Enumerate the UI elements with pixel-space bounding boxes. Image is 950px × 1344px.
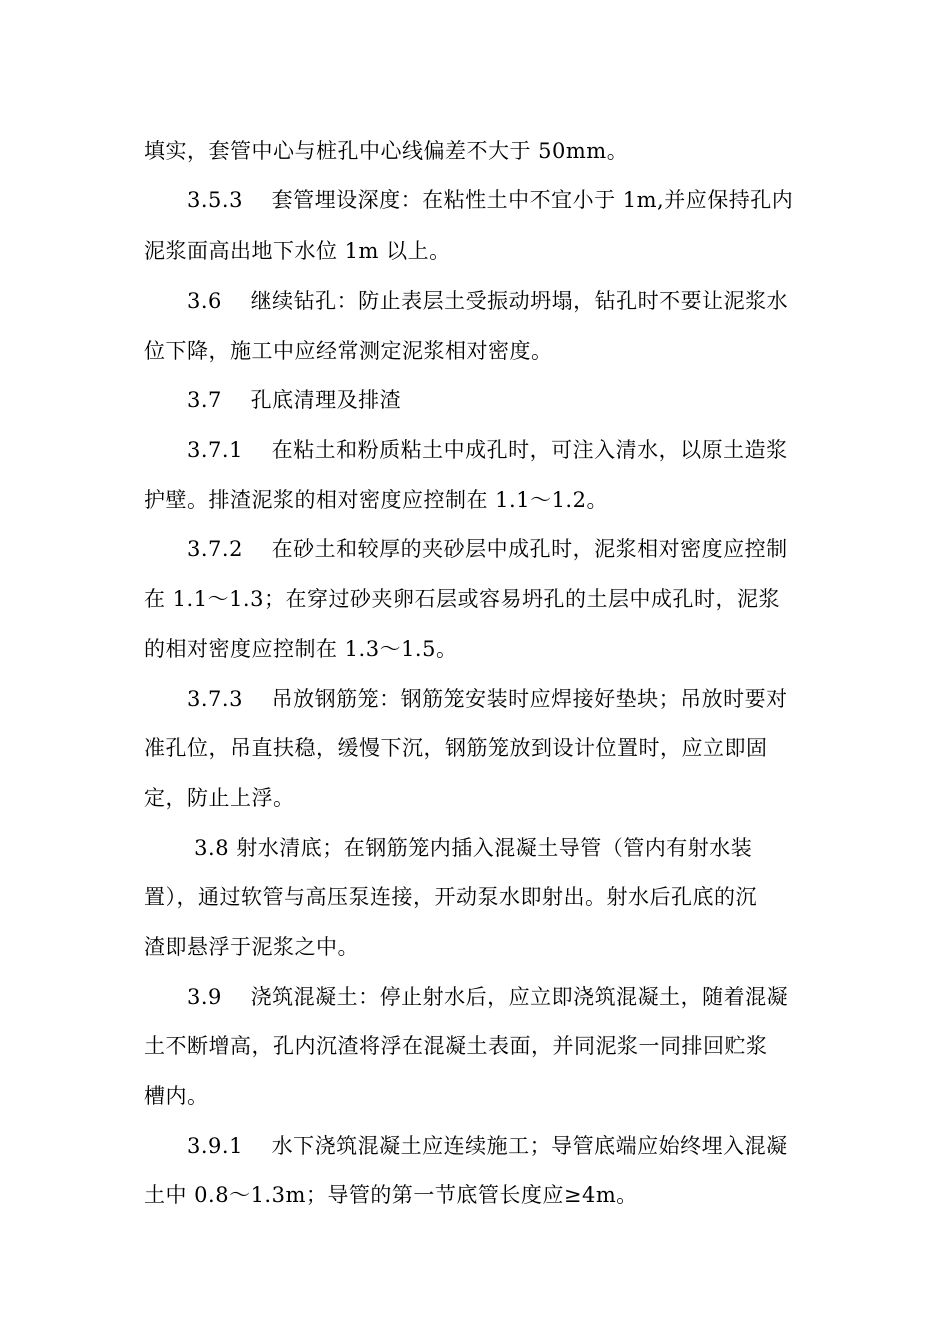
text-line: 槽内。: [144, 1084, 209, 1108]
text-line: 的相对密度应控制在 1.3～1.5。: [144, 637, 458, 661]
text-line: 3.8 射水清底；在钢筋笼内插入混凝土导管（管内有射水装: [144, 836, 753, 860]
text-line: 渣即悬浮于泥浆之中。: [144, 935, 359, 959]
text-line: 位下降，施工中应经常测定泥浆相对密度。: [144, 339, 553, 363]
text-line: 在 1.1～1.3；在穿过砂夹卵石层或容易坍孔的土层中成孔时，泥浆: [144, 587, 780, 611]
text-line: 护壁。排渣泥浆的相对密度应控制在 1.1～1.2。: [144, 488, 608, 512]
text-line: 3.7.3 吊放钢筋笼：钢筋笼安装时应焊接好垫块；吊放时要对: [144, 687, 788, 711]
text-line: 填实，套管中心与桩孔中心线偏差不大于 50mm。: [144, 139, 629, 163]
text-line: 置），通过软管与高压泵连接，开动泵水即射出。射水后孔底的沉: [144, 885, 757, 909]
text-line: 3.7.2 在砂土和较厚的夹砂层中成孔时，泥浆相对密度应控制: [144, 537, 788, 561]
text-line: 土不断增高，孔内沉渣将浮在混凝土表面，并同泥浆一同排回贮浆: [144, 1034, 768, 1058]
text-line: 3.9 浇筑混凝土：停止射水后，应立即浇筑混凝土，随着混凝: [144, 985, 789, 1009]
text-line: 定，防止上浮。: [144, 786, 295, 810]
text-line: 准孔位，吊直扶稳，缓慢下沉，钢筋笼放到设计位置时，应立即固: [144, 736, 768, 760]
text-line: 3.7 孔底清理及排渣: [144, 388, 402, 412]
text-line: 3.6 继续钻孔：防止表层土受振动坍塌，钻孔时不要让泥浆水: [144, 289, 789, 313]
text-line: 土中 0.8～1.3m；导管的第一节底管长度应≥4m。: [144, 1183, 638, 1207]
text-line: 泥浆面高出地下水位 1m 以上。: [144, 239, 451, 263]
text-line: 3.7.1 在粘土和粉质粘土中成孔时，可注入清水，以原土造浆: [144, 438, 788, 462]
text-line: 3.5.3 套管埋设深度：在粘性土中不宜小于 1m,并应保持孔内: [144, 188, 794, 212]
text-line: 3.9.1 水下浇筑混凝土应连续施工；导管底端应始终埋入混凝: [144, 1134, 788, 1158]
